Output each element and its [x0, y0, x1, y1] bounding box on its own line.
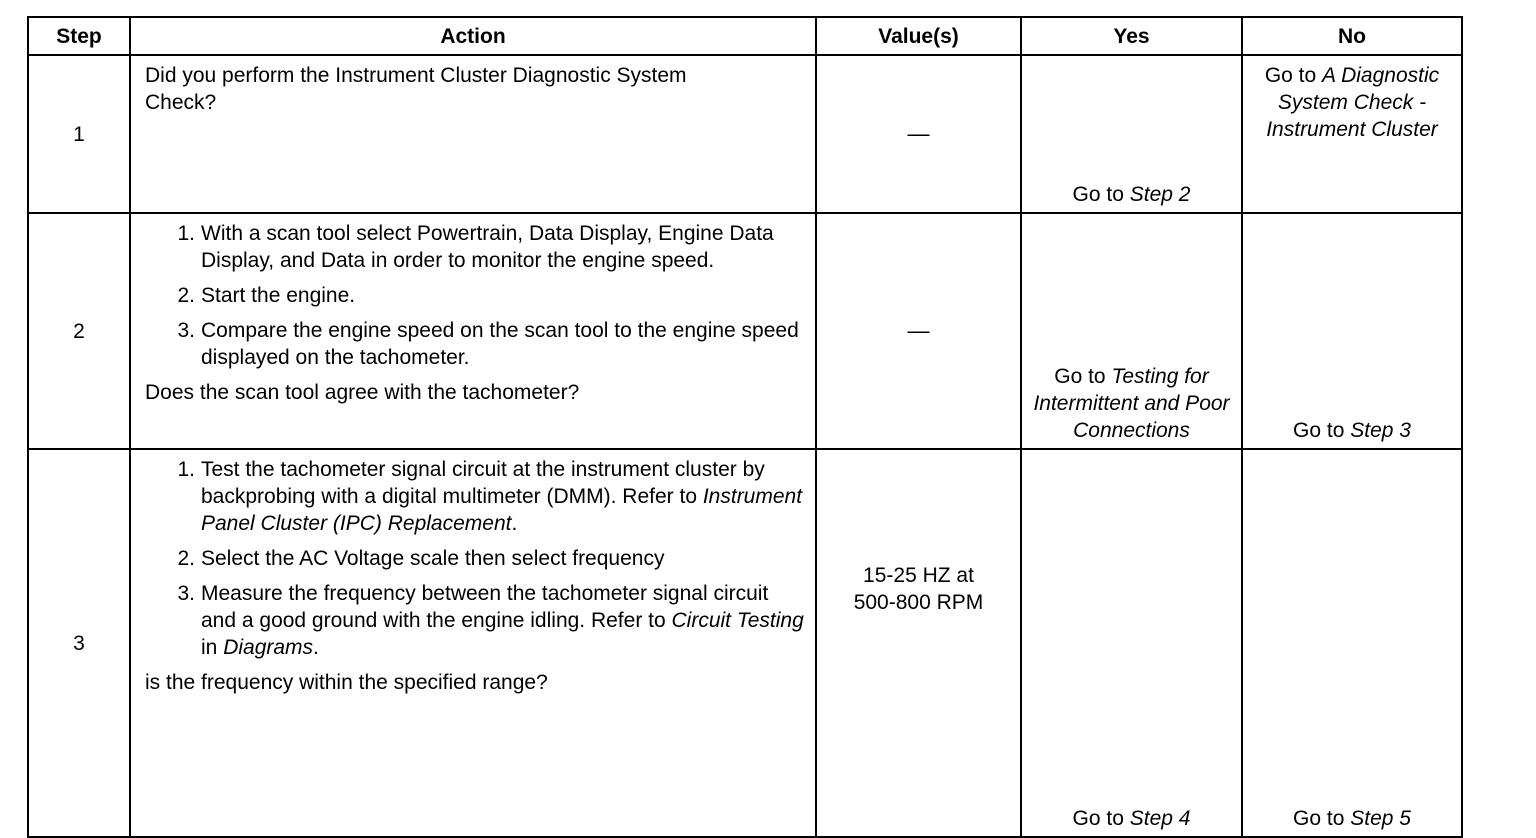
header-values: Value(s) — [816, 17, 1021, 55]
yes-link[interactable]: Step 4 — [1129, 807, 1191, 830]
step-text: Compare the engine speed on the scan tool to the engine speed displayed on the tachometer. — [201, 319, 799, 369]
step-index: 2. — [177, 284, 195, 307]
no-prefix: Go to — [1293, 419, 1351, 442]
circuit-testing-link[interactable]: Circuit Testing — [671, 609, 804, 632]
diagnostic-table — [27, 16, 1463, 838]
value-line: 15-25 HZ at — [863, 564, 974, 587]
no-link[interactable]: Step 5 — [1350, 807, 1411, 830]
action-cell — [130, 213, 816, 449]
yes-cell — [1021, 213, 1242, 449]
step-text: Select the AC Voltage scale then select frequency — [201, 547, 665, 570]
yes-cell — [1021, 449, 1242, 837]
question-text: is the frequency within the specified range? — [145, 671, 548, 694]
table-row — [28, 55, 1462, 213]
step-text: With a scan tool select Powertrain, Data Display, Engine Data Display, and Data in order to monitor the engine speed. — [201, 222, 774, 272]
no-prefix: Go to — [1264, 64, 1323, 87]
header-row — [28, 17, 1462, 55]
step-text-plain: Measure the frequency between the tachometer signal circuit and a good ground with the engine idling. Refer to — [201, 582, 769, 632]
step-text-end: . — [313, 636, 319, 659]
step-text — [201, 456, 807, 537]
value-cell — [816, 55, 1021, 213]
action-cell — [130, 55, 816, 213]
step-number: 1 — [28, 55, 130, 213]
yes-prefix: Go to — [1054, 365, 1112, 388]
question-text: Does the scan tool agree with the tachometer? — [145, 381, 580, 404]
step-text-plain: Test the tachometer signal circuit at the instrument cluster by backprobing with a digital multimeter (DMM). Refer to — [201, 458, 765, 508]
action-step — [145, 545, 807, 572]
step-index: 2. — [177, 547, 195, 570]
action-step — [145, 456, 807, 537]
value-cell — [816, 213, 1021, 449]
step-text: Start the engine. — [201, 284, 356, 307]
value-text: — — [907, 121, 930, 146]
value-cell — [816, 449, 1021, 837]
header-step: Step — [28, 17, 130, 55]
header-yes: Yes — [1021, 17, 1242, 55]
value-line: 500-800 RPM — [853, 591, 984, 614]
action-step — [145, 220, 807, 274]
table-row — [28, 213, 1462, 449]
yes-prefix: Go to — [1072, 183, 1130, 206]
no-link[interactable]: Step 3 — [1350, 419, 1411, 442]
step-number: 3 — [28, 449, 130, 837]
step-number: 2 — [28, 213, 130, 449]
value-text: — — [907, 318, 930, 343]
header-no: No — [1242, 17, 1462, 55]
step-index: 3. — [177, 319, 195, 342]
action-steps — [145, 456, 807, 661]
action-step — [145, 580, 807, 661]
ipc-replacement-link[interactable]: Instrument Panel Cluster (IPC) Replacement — [201, 485, 803, 535]
action-cell — [130, 449, 816, 837]
step-index: 1. — [177, 222, 195, 245]
yes-link[interactable]: Step 2 — [1129, 183, 1191, 206]
header-action: Action — [130, 17, 816, 55]
step-text-end: . — [511, 512, 518, 535]
action-step — [145, 282, 807, 309]
no-cell — [1242, 55, 1462, 213]
action-text: Did you perform the Instrument Cluster Diagnostic System Check? — [145, 64, 687, 114]
action-steps — [145, 220, 807, 371]
yes-cell — [1021, 55, 1242, 213]
step-index: 1. — [177, 458, 195, 481]
step-index: 3. — [177, 582, 195, 605]
step-text-mid: in — [201, 636, 224, 659]
table-row — [28, 449, 1462, 837]
yes-prefix: Go to — [1072, 807, 1130, 830]
no-link[interactable]: A Diagnostic System Check - Instrument Cluster — [1266, 64, 1440, 141]
yes-link[interactable]: Testing for Intermittent and Poor Connections — [1033, 365, 1230, 442]
no-prefix: Go to — [1293, 807, 1351, 830]
no-cell — [1242, 449, 1462, 837]
step-text — [201, 580, 807, 661]
action-step — [145, 317, 807, 371]
diagrams-link[interactable]: Diagrams — [223, 636, 314, 659]
no-cell — [1242, 213, 1462, 449]
